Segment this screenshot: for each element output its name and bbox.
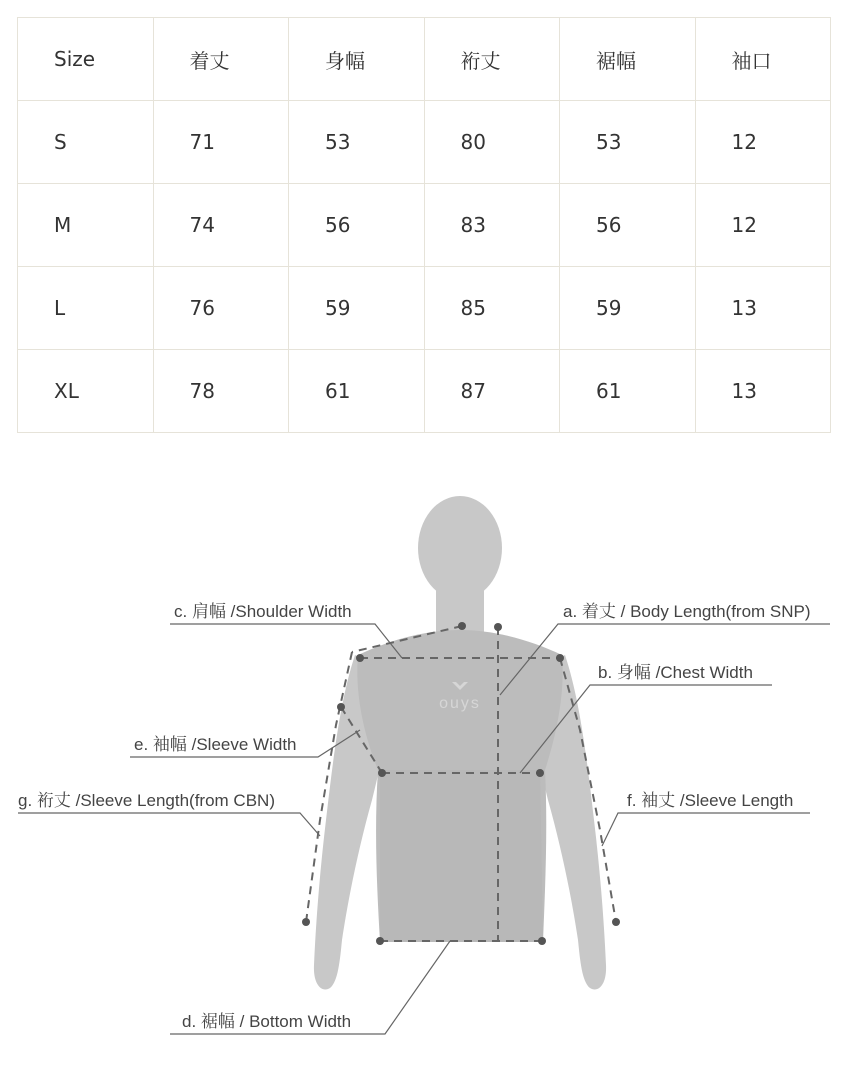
- table-cell: 56: [560, 184, 696, 267]
- table-cell: 80: [424, 101, 560, 184]
- table-cell: 59: [560, 267, 696, 350]
- table-cell: 59: [289, 267, 425, 350]
- header-cell: Size: [18, 18, 154, 101]
- table-cell: 12: [695, 101, 831, 184]
- table-cell: 71: [153, 101, 289, 184]
- table-row: [18, 267, 831, 350]
- size-table: [17, 17, 831, 433]
- table-cell: 78: [153, 350, 289, 433]
- table-cell: 13: [695, 350, 831, 433]
- header-cell: 袖口: [695, 18, 831, 101]
- table-cell: 61: [560, 350, 696, 433]
- label-body-length: a. 着丈 / Body Length(from SNP): [563, 602, 811, 621]
- table-cell: 13: [695, 267, 831, 350]
- table-cell: 53: [560, 101, 696, 184]
- table-cell: 61: [289, 350, 425, 433]
- label-sleeve-length-cbn: g. 裄丈 /Sleeve Length(from CBN): [18, 791, 275, 810]
- table-cell: 85: [424, 267, 560, 350]
- brand-logo: ouys: [439, 695, 481, 712]
- table-row: [18, 350, 831, 433]
- table-header-row: [18, 18, 831, 101]
- table-cell: 56: [289, 184, 425, 267]
- shirt-shading: [380, 770, 543, 942]
- measurement-diagram: [0, 470, 845, 1070]
- table-cell: M: [18, 184, 154, 267]
- label-sleeve-width: e. 袖幅 /Sleeve Width: [134, 735, 297, 754]
- label-sleeve-length: f. 袖丈 /Sleeve Length: [627, 791, 794, 810]
- header-cell: 着丈: [153, 18, 289, 101]
- label-bottom-width: d. 裾幅 / Bottom Width: [182, 1012, 352, 1031]
- table-cell: S: [18, 101, 154, 184]
- table-cell: XL: [18, 350, 154, 433]
- header-cell: 裄丈: [424, 18, 560, 101]
- label-shoulder-width: c. 肩幅 /Shoulder Width: [174, 602, 352, 621]
- table-cell: 83: [424, 184, 560, 267]
- table-cell: L: [18, 267, 154, 350]
- table-cell: 53: [289, 101, 425, 184]
- table-cell: 74: [153, 184, 289, 267]
- table-cell: 76: [153, 267, 289, 350]
- header-cell: 身幅: [289, 18, 425, 101]
- table-cell: 87: [424, 350, 560, 433]
- label-chest-width: b. 身幅 /Chest Width: [598, 663, 753, 682]
- table-cell: 12: [695, 184, 831, 267]
- table-row: [18, 184, 831, 267]
- header-cell: 裾幅: [560, 18, 696, 101]
- table-row: [18, 101, 831, 184]
